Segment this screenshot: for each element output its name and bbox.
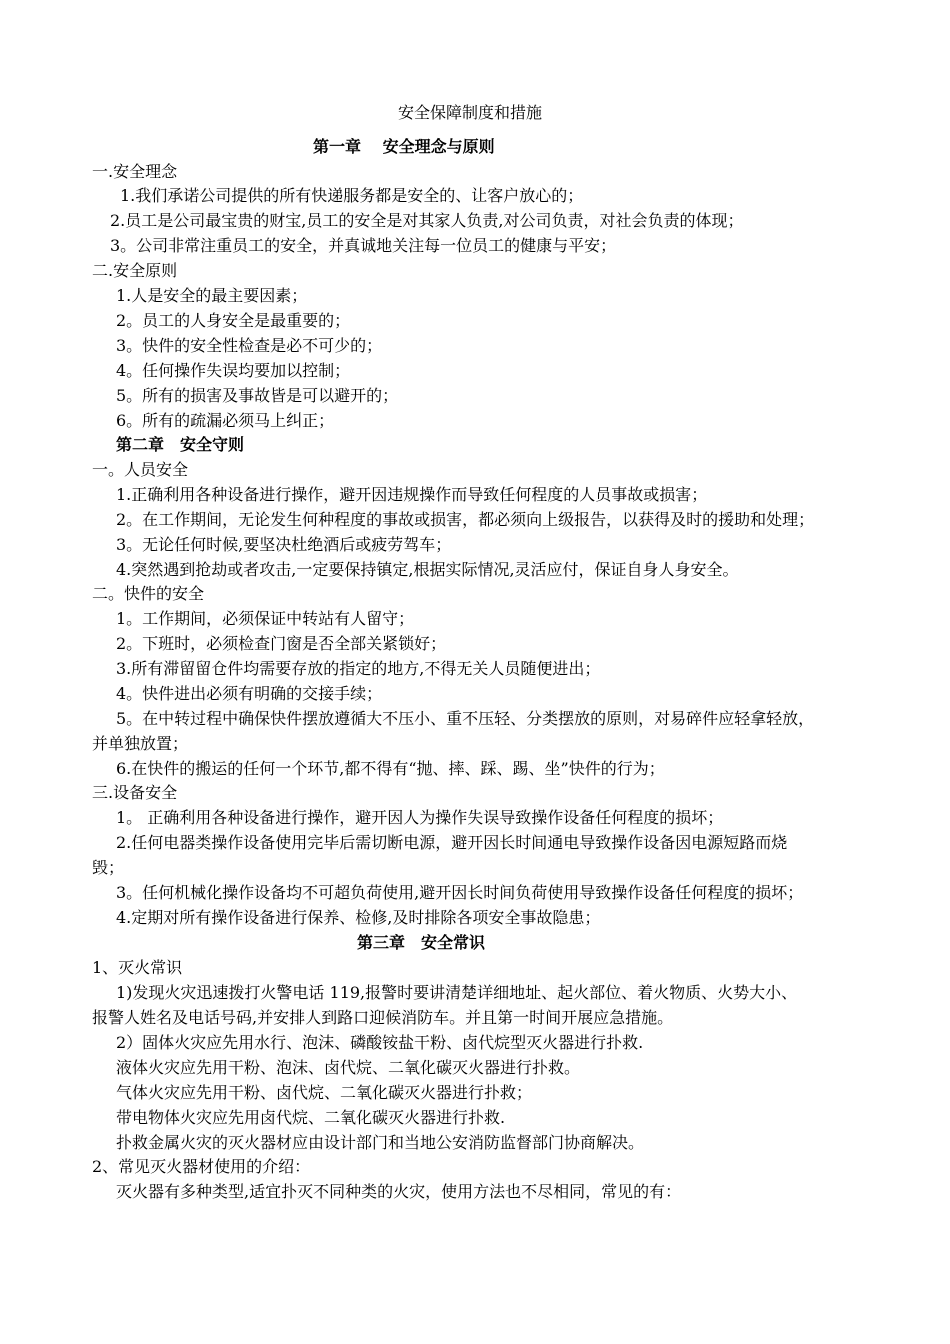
list-item: 1。工作期间，必须保证中转站有人留守； [116,609,415,628]
section-heading: 二。快件的安全 [92,584,205,603]
list-item: 1.人是安全的最主要因素； [116,286,308,305]
section-heading: 三.设备安全 [92,783,178,802]
list-item: 2.任何电器类操作设备使用完毕后需切断电源，避开因长时间通电导致操作设备因电源短路而烧 [116,833,788,852]
list-item: 2。下班时，必须检查门窗是否全部关紧锁好； [116,634,447,653]
list-item: 4.定期对所有操作设备进行保养、检修,及时排除各项安全事故隐患； [116,908,601,927]
list-item: 4。任何操作失误均要加以控制； [116,361,351,380]
document-title: 安全保障制度和措施 [398,103,543,122]
list-item: 1.我们承诺公司提供的所有快递服务都是安全的、让客户放心的； [120,186,584,205]
list-item-continuation: 毁； [92,858,125,877]
list-item: 5。所有的损害及事故皆是可以避开的； [116,386,399,405]
list-item: 2。员工的人身安全是最重要的； [116,311,351,330]
section-heading: 2、常见灭火器材使用的介绍： [92,1157,311,1176]
list-item: 4.突然遇到抢劫或者攻击,一定要保持镇定,根据实际情况,灵活应付，保证自身人身安全。 [116,560,739,579]
chapter-2-heading: 第二章 安全守则 [116,435,245,454]
list-item: 3。公司非常注重员工的安全，并真诚地关注每一位员工的健康与平安； [110,236,617,255]
section-heading: 一.安全理念 [92,162,178,181]
list-item: 扑救金属火灾的灭火器材应由设计部门和当地公安消防监督部门协商解决。 [116,1133,645,1152]
list-item: 3。无论任何时候,要坚决杜绝酒后或疲劳驾车； [116,535,452,554]
chapter-3-heading: 第三章 安全常识 [357,933,486,952]
list-item: 3。快件的安全性检查是必不可少的； [116,336,383,355]
list-item-continuation: 并单独放置； [92,734,189,753]
list-item: 带电物体火灾应先用卤代烷、二氧化碳灭火器进行扑救. [116,1108,506,1127]
section-heading: 一。人员安全 [92,460,189,479]
section-heading: 二.安全原则 [92,261,178,280]
list-item: 1)发现火灾迅速拨打火警电话 119,报警时要讲清楚详细地址、起火部位、着火物质、火势大小、 [116,983,798,1002]
list-item: 液体火灾应先用干粉、泡沫、卤代烷、二氧化碳灭火器进行扑救。 [116,1058,581,1077]
list-item-continuation: 报警人姓名及电话号码,并安排人到路口迎候消防车。并且第一时间开展应急措施。 [92,1008,674,1027]
list-item: 6.在快件的搬运的任何一个环节,都不得有“抛、摔、踩、踢、坐”快件的行为； [116,759,665,778]
list-item: 气体火灾应先用干粉、卤代烷、二氧化碳灭火器进行扑救； [116,1083,533,1102]
list-item: 5。在中转过程中确保快件摆放遵循大不压小、重不压轻、分类摆放的原则，对易碎件应轻拿轻放， [116,709,815,728]
list-item: 3.所有滞留留仓件均需要存放的指定的地方,不得无关人员随便进出； [116,659,601,678]
list-item: 6。所有的疏漏必须马上纠正； [116,411,335,430]
list-item: 2。在工作期间，无论发生何种程度的事故或损害，都必须向上级报告，以获得及时的援助和处理； [116,510,815,529]
list-item: 4。快件进出必须有明确的交接手续； [116,684,383,703]
list-item: 灭火器有多种类型,适宜扑灭不同种类的火灾，使用方法也不尽相同，常见的有： [116,1182,682,1201]
section-heading: 1、灭火常识 [92,958,183,977]
list-item: 2）固体火灾应先用水行、泡沫、磷酸铵盐干粉、卤代烷型灭火器进行扑救. [116,1033,644,1052]
chapter-1-heading: 第一章 安全理念与原则 [313,137,495,156]
list-item: 1。 正确利用各种设备进行操作，避开因人为操作失误导致操作设备任何程度的损坏； [116,808,724,827]
list-item: 2.员工是公司最宝贵的财宝,员工的安全是对其家人负责,对公司负责，对社会负责的体现； [110,211,744,230]
list-item: 3。任何机械化操作设备均不可超负荷使用,避开因长时间负荷使用导致操作设备任何程度的损坏； [116,883,804,902]
list-item: 1.正确利用各种设备进行操作，避开因违规操作而导致任何程度的人员事故或损害； [116,485,708,504]
